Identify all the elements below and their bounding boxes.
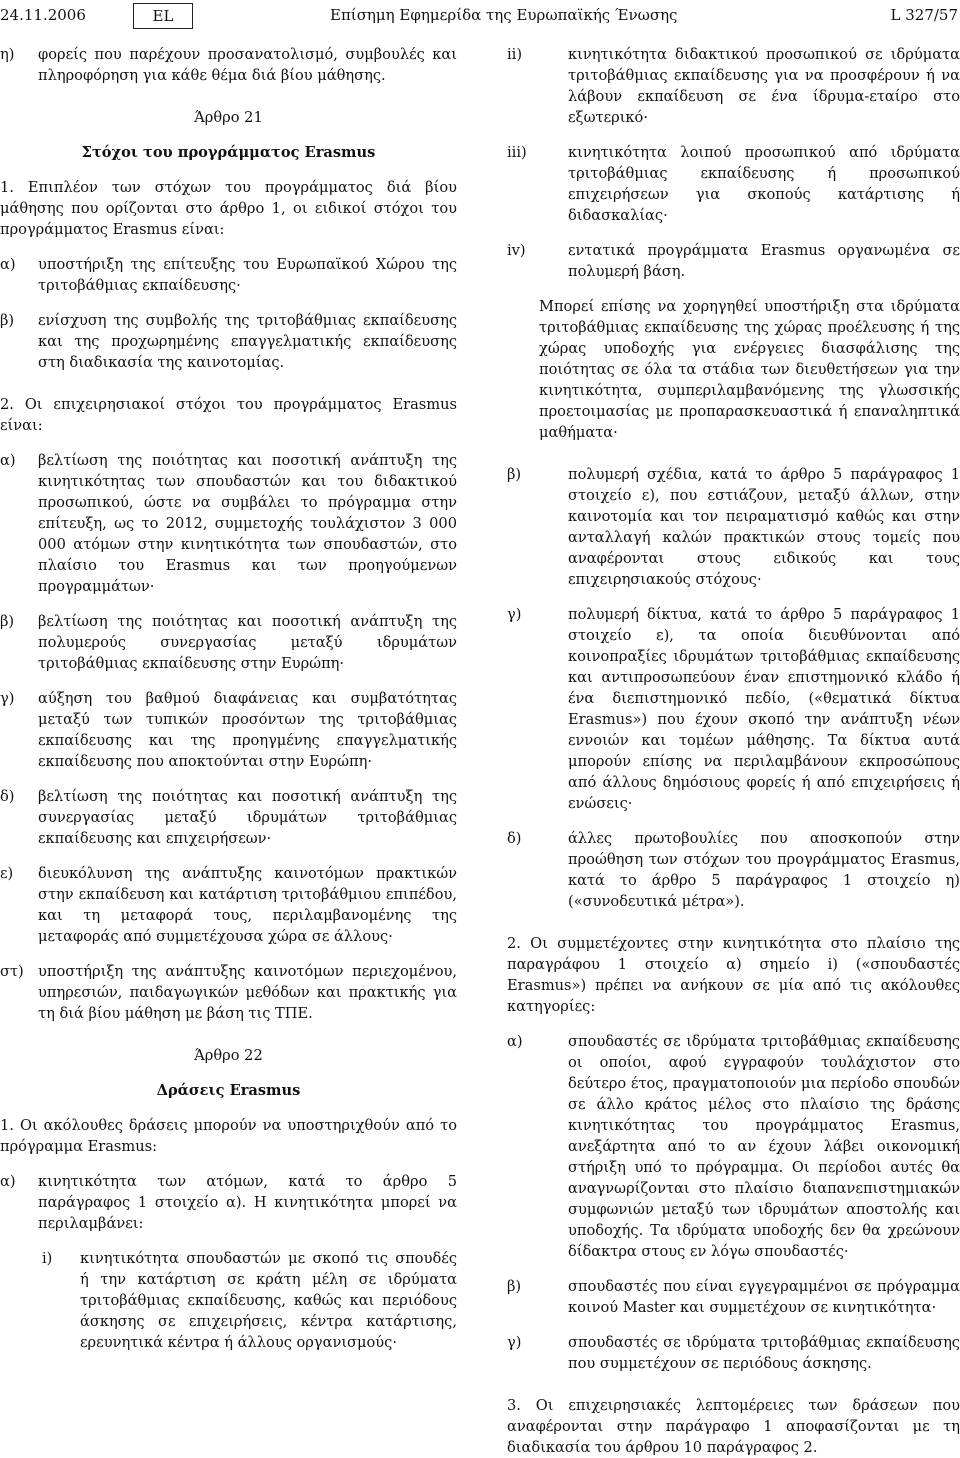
list-item xyxy=(0,254,457,296)
list-subitem xyxy=(507,240,960,282)
journal-title: Επίσημη Εφημερίδα της Ευρωπαϊκής Ένωσης xyxy=(330,6,678,24)
right-column xyxy=(507,44,960,1458)
list-subitem xyxy=(507,44,960,128)
list-item xyxy=(0,450,457,597)
left-column xyxy=(0,44,457,1353)
list-item xyxy=(507,1276,960,1318)
item-label: β) xyxy=(0,312,15,329)
list-item xyxy=(507,464,960,590)
item-text: σπουδαστές σε ιδρύματα τριτοβάθμιας εκπαίδευσης οι οποίοι, αφού εγγραφούν τουλάχιστον στο δεύτερο έτος, πραγματοποιούν μια περίοδο σπουδών σε άλλο κράτος μέλος στο πλαίσιο της δράσης κινητικότητας του προγράμματος Erasmus, ανεξάρτητα από το αν έχουν λάβει οικονομική στήριξη υπό το πρόγραμμα. Οι περίοδοι αυτές θα αναγνωρίζονται στο πλαίσιο διαπανεπιστημιακών συμφωνιών μεταξύ των ιδρυμάτων αποστολής και υποδοχής. Τα ιδρύματα υποδοχής δεν θα χρεώνουν δίδακτρα στους εν λόγω σπουδαστές· xyxy=(568,1033,960,1260)
item-label: iii) xyxy=(507,144,527,161)
item-label: i) xyxy=(42,1250,53,1267)
paragraph: 2. Οι συμμετέχοντες στην κινητικότητα στο πλαίσιο της παραγράφου 1 στοιχείο α) σημείο i) («σπουδαστές Erasmus») πρέπει να ανήκουν σε μία από τις ακόλουθες κατηγορίες: xyxy=(507,935,960,1015)
item-text: βελτίωση της ποιότητας και ποσοτική ανάπτυξη της πολυμερούς συνεργασίας μεταξύ ιδρυμάτων τριτοβάθμιας εκπαίδευσης στην Ευρώπη· xyxy=(38,613,457,672)
page-header xyxy=(0,0,960,34)
item-label: β) xyxy=(507,1278,522,1295)
item-text: σπουδαστές που είναι εγγεγραμμένοι σε πρόγραμμα κοινού Master και συμμετέχουν σε κινητικότητα· xyxy=(568,1278,960,1316)
page-reference: L 327/57 xyxy=(890,6,958,24)
item-text: βελτίωση της ποιότητας και ποσοτική ανάπτυξη της κινητικότητας των σπουδαστών και του διδακτικού προσωπικού, ώστε να συμβάλει το πρόγραμμα στην επίτευξη, ως το 2012, συμμετοχής τουλάχιστον 3 000 000 ατόμων στην κινητικότητα των σπουδαστών, στο πλαίσιο του Erasmus και των προηγούμενων προγραμμάτων· xyxy=(38,452,457,595)
paragraph: 2. Οι επιχειρησιακοί στόχοι του προγράμματος Erasmus είναι: xyxy=(0,396,457,434)
item-text: ενίσχυση της συμβολής της τριτοβάθμιας εκπαίδευσης και της προχωρημένης επαγγελματικής εκπαίδευσης στη διαδικασία της καινοτομίας. xyxy=(38,312,457,371)
item-text: διευκόλυνση της ανάπτυξης καινοτόμων πρακτικών στην εκπαίδευση και κατάρτιση τριτοβάθμιου επιπέδου, και τη μεταφορά τους, περιλαμβανομένης της μεταφοράς από συμμετέχουσα χώρα σε άλλους· xyxy=(38,865,457,945)
paragraph: 1. Επιπλέον των στόχων του προγράμματος διά βίου μάθησης που ορίζονται στο άρθρο 1, οι ειδικοί στόχοι του προγράμματος Erasmus είναι: xyxy=(0,179,457,238)
item-label: η) xyxy=(0,46,15,63)
list-item xyxy=(0,1171,457,1234)
list-item xyxy=(507,1031,960,1262)
item-text: σπουδαστές σε ιδρύματα τριτοβάθμιας εκπαίδευσης που συμμετέχουν σε περιόδους άσκησης. xyxy=(568,1334,960,1372)
article-number: Άρθρο 21 xyxy=(194,109,263,126)
list-item xyxy=(507,828,960,912)
item-text: κινητικότητα διδακτικού προσωπικού σε ιδρύματα τριτοβάθμιας εκπαίδευσης για να προσφέρουν ή να λάβουν εκπαίδευση σε ένα ίδρυμα-εταίρο στο εξωτερικό· xyxy=(568,46,960,126)
article-heading: Στόχοι του προγράμματος Erasmus xyxy=(81,144,376,161)
paragraph: 1. Οι ακόλουθες δράσεις μπορούν να υποστηριχθούν από το πρόγραμμα Erasmus: xyxy=(0,1117,457,1155)
item-label: β) xyxy=(0,613,15,630)
item-label: στ) xyxy=(0,963,24,980)
item-label: γ) xyxy=(507,606,522,623)
list-item xyxy=(507,1332,960,1374)
item-label: iv) xyxy=(507,242,526,259)
article-number: Άρθρο 22 xyxy=(194,1047,263,1064)
list-item xyxy=(0,961,457,1024)
item-text: υποστήριξη της επίτευξης του Ευρωπαϊκού Χώρου της τριτοβάθμιας εκπαίδευσης· xyxy=(38,256,457,294)
list-item xyxy=(0,786,457,849)
list-item xyxy=(507,604,960,814)
article-heading: Δράσεις Erasmus xyxy=(156,1082,301,1099)
list-subitem xyxy=(0,1248,457,1353)
publication-date: 24.11.2006 xyxy=(0,6,86,24)
item-text: βελτίωση της ποιότητας και ποσοτική ανάπτυξη της συνεργασίας μεταξύ ιδρυμάτων τριτοβάθμιας εκπαίδευσης και επιχειρήσεων· xyxy=(38,788,457,847)
list-item xyxy=(0,44,457,86)
item-label: ii) xyxy=(507,46,523,63)
item-text: αύξηση του βαθμού διαφάνειας και συμβατότητας μεταξύ των τυπικών προσόντων της τριτοβάθμιας εκπαίδευσης και της προηγμένης επαγγελματικής εκπαίδευσης που αποκτούνται στην Ευρώπη· xyxy=(38,690,457,770)
item-text: εντατικά προγράμματα Erasmus οργανωμένα σε πολυμερή βάση. xyxy=(568,242,960,280)
item-text: άλλες πρωτοβουλίες που αποσκοπούν στην προώθηση των στόχων του προγράμματος Erasmus, κατά το άρθρο 5 παράγραφος 1 στοιχείο η) («συνοδευτικά μέτρα»). xyxy=(568,830,960,910)
item-label: γ) xyxy=(507,1334,522,1351)
item-label: β) xyxy=(507,466,522,483)
paragraph: 3. Οι επιχειρησιακές λεπτομέρειες των δράσεων που αναφέρονται στην παράγραφο 1 αποφασίζονται με τη διαδικασία του άρθρου 10 παράγραφος 2. xyxy=(507,1397,960,1456)
list-subitem xyxy=(507,142,960,226)
item-label: δ) xyxy=(507,830,522,847)
list-item xyxy=(0,863,457,947)
item-text: κινητικότητα σπουδαστών με σκοπό τις σπουδές ή την κατάρτιση σε κράτη μέλη σε ιδρύματα τριτοβάθμιας εκπαίδευσης, καθώς και περιόδους άσκησης σε επιχειρήσεις, κέντρα κατάρτισης, ερευνητικά κέντρα ή άλλους οργανισμούς· xyxy=(80,1250,457,1351)
item-label: γ) xyxy=(0,690,15,707)
item-text: φορείς που παρέχουν προσανατολισμό, συμβουλές και πληροφόρηση για κάθε θέμα διά βίου μάθησης. xyxy=(38,46,457,84)
item-text: πολυμερή δίκτυα, κατά το άρθρο 5 παράγραφος 1 στοιχείο ε), τα οποία διευθύνονται από κοινοπραξίες ιδρυμάτων τριτοβάθμιας εκπαίδευσης και αντιπροσωπεύουν έναν επιστημονικό κλάδο ή ένα διεπιστημονικό πεδίο, («θεματικά δίκτυα Erasmus») που έχουν σκοπό την ανάπτυξη νέων εννοιών και τομέων μάθησης. Τα δίκτυα αυτά μπορούν επίσης να περιλαμβάνουν εκπροσώπους από άλλους δημόσιους φορείς ή από επιχειρήσεις ή ενώσεις· xyxy=(568,606,960,812)
item-label: α) xyxy=(507,1033,523,1050)
item-text: πολυμερή σχέδια, κατά το άρθρο 5 παράγραφος 1 στοιχείο ε), που εστιάζουν, μεταξύ άλλων, στην καινοτομία και τον πειραματισμό καθώς και στην ανταλλαγή καλών πρακτικών στους τομείς που αναφέρονται στους ειδικούς και τους επιχειρησιακούς στόχους· xyxy=(568,466,960,588)
item-label: δ) xyxy=(0,788,15,805)
support-note: Μπορεί επίσης να χορηγηθεί υποστήριξη στα ιδρύματα τριτοβάθμιας εκπαίδευσης της χώρας προέλευσης ή της χώρας υποδοχής για ενέργειες διασφάλισης της ποιότητας σε όλα τα στάδια των διευθετήσεων για την κινητικότητα, συμπεριλαμβανόμενης της γλωσσικής προετοιμασίας με προπαρασκευαστικά ή επαναληπτικά μαθήματα· xyxy=(539,298,960,441)
item-label: α) xyxy=(0,256,16,273)
list-item xyxy=(0,611,457,674)
list-item xyxy=(0,688,457,772)
list-item xyxy=(0,310,457,373)
item-text: υποστήριξη της ανάπτυξης καινοτόμων περιεχομένου, υπηρεσιών, παιδαγωγικών μεθόδων και πρακτικής για τη διά βίου μάθηση με βάση τις ΤΠΕ. xyxy=(38,963,457,1022)
item-label: α) xyxy=(0,452,16,469)
item-label: α) xyxy=(0,1173,16,1190)
item-text: κινητικότητα λοιπού προσωπικού από ιδρύματα τριτοβάθμιας εκπαίδευσης ή προσωπικού επιχειρήσεων για σκοπούς κατάρτισης ή διδασκαλίας· xyxy=(568,144,960,224)
item-text: κινητικότητα των ατόμων, κατά το άρθρο 5 παράγραφος 1 στοιχείο α). Η κινητικότητα μπορεί να περιλαμβάνει: xyxy=(38,1173,457,1232)
language-code-box: EL xyxy=(133,3,193,29)
item-label: ε) xyxy=(0,865,14,882)
